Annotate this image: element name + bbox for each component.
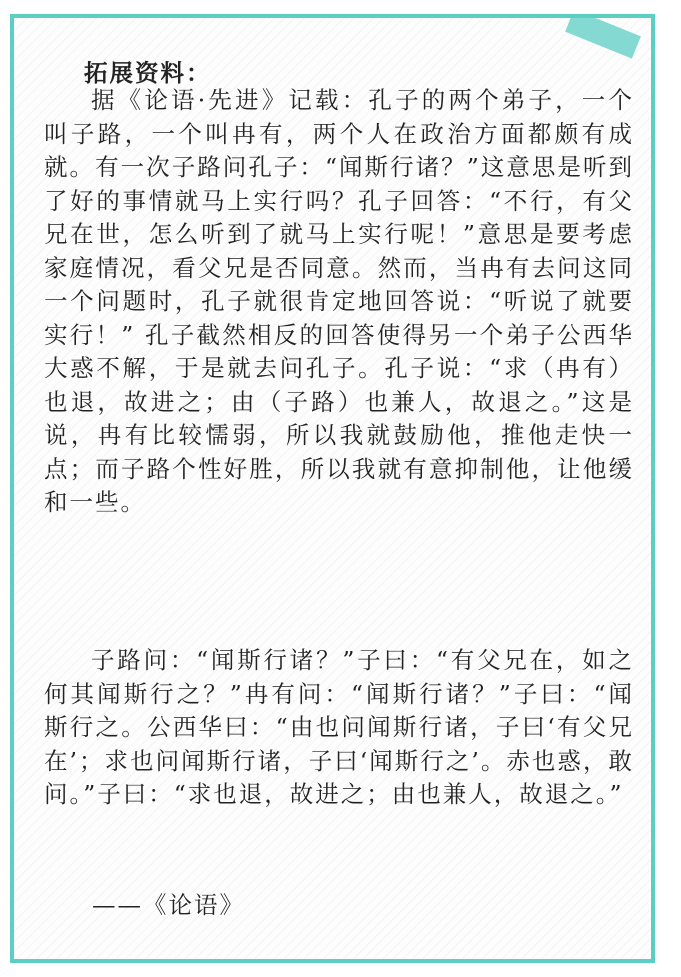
paragraph-quote: 子路问：“闻斯行诸？”子曰：“有父兄在，如之何其闻斯行之？”冉有问：“闻斯行诸？”子曰：“闻斯行之。公西华曰：“由也问闻斯行诸，子曰‘有父兄在’；求也问闻斯行诸，子曰‘闻斯行之’。赤也惑，敢问。”子曰：“求也退，故进之；由也兼人，故退之。” [44,646,634,808]
source-attribution: ——《论语》 [92,891,245,919]
paragraph-explanation: 据《论语·先进》记载：孔子的两个弟子，一个叫子路，一个叫冉有，两个人在政治方面都颇有成就。有一次子路问孔子：“闻斯行诸？”这意思是听到了好的事情就马上实行吗？孔子回答：“不行，有父兄在世，怎么听到了就马上实行呢！”意思是要考虑家庭情况，看父兄是否同意。然而，当冉有去问这同一个问题时，孔子就很肯定地回答说：“听说了就要实行！” 孔子截然相反的回答使得另一个弟子公西华大惑不解，于是就去问孔子。孔子说：“求（冉有）也退，故进之；由（子路）也兼人，故退之。”这是说，冉有比较懦弱，所以我就鼓励他，推他走快一点；而子路个性好胜，所以我就有意抑制他，让他缓和一些。 [44,86,634,516]
section-heading: 拓展资料： [84,59,212,87]
decorative-tape [565,14,641,59]
content-card [10,14,655,963]
